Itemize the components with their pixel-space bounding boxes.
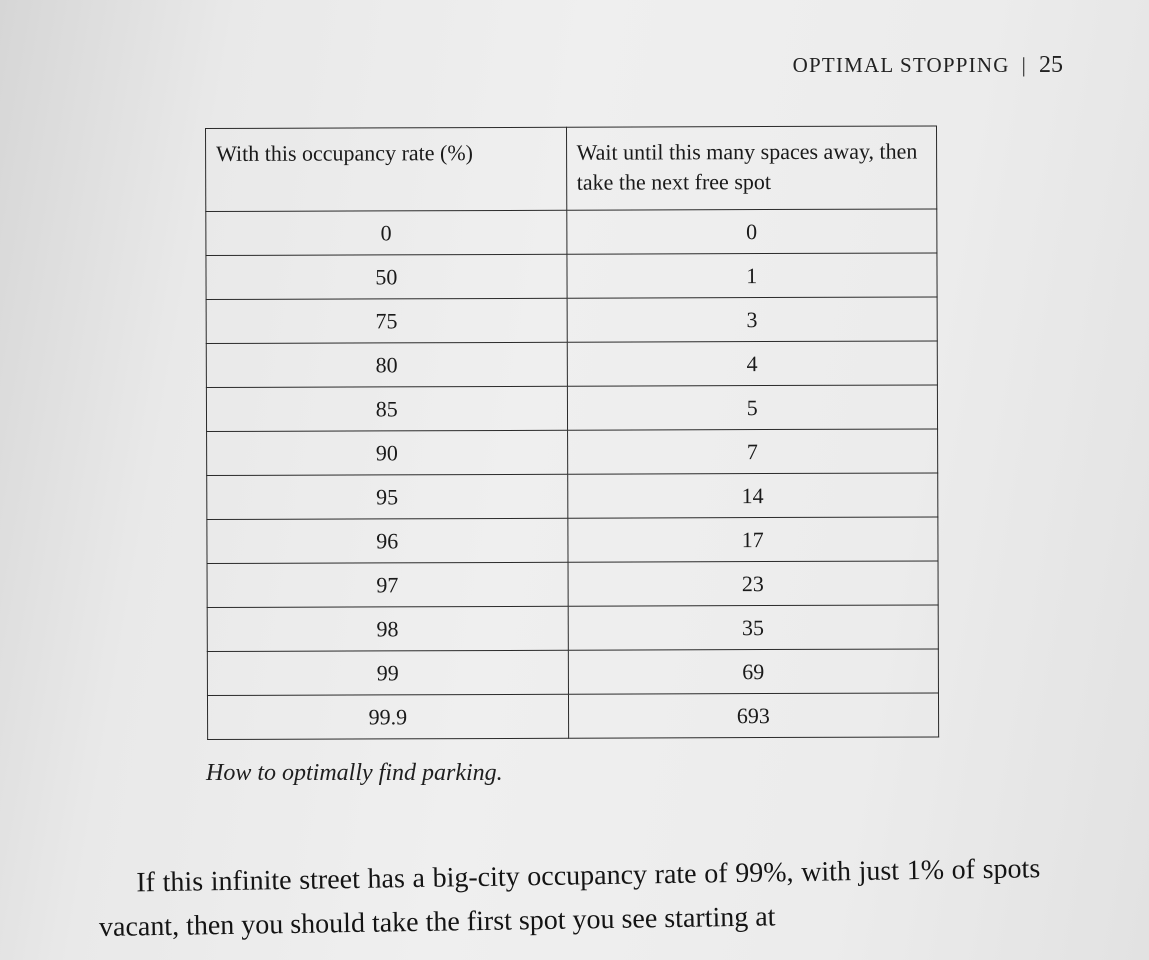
page-number: 25 xyxy=(1039,52,1063,78)
table-row xyxy=(207,649,938,696)
table-row xyxy=(207,429,938,476)
spaces-cell: 0 xyxy=(566,209,937,254)
occupancy-cell: 85 xyxy=(206,386,567,431)
body-text xyxy=(98,847,1041,950)
spaces-cell: 4 xyxy=(567,341,938,386)
occupancy-cell: 90 xyxy=(207,430,568,475)
spaces-cell: 14 xyxy=(567,473,938,518)
running-head xyxy=(793,52,1063,79)
spaces-cell: 35 xyxy=(568,605,939,650)
occupancy-cell: 95 xyxy=(207,474,568,519)
table-row xyxy=(207,605,938,652)
chapter-title: OPTIMAL STOPPING xyxy=(792,53,1010,77)
spaces-cell: 3 xyxy=(567,297,938,342)
table-header-row xyxy=(206,126,937,212)
occupancy-cell: 0 xyxy=(206,210,567,255)
table-row xyxy=(206,341,937,388)
occupancy-cell: 96 xyxy=(207,518,568,563)
spaces-cell: 23 xyxy=(568,561,939,606)
table-caption: How to optimally find parking. xyxy=(206,760,503,786)
occupancy-cell: 75 xyxy=(206,298,567,343)
table-row xyxy=(206,385,937,432)
occupancy-cell: 97 xyxy=(207,562,568,607)
occupancy-cell: 99 xyxy=(207,650,568,695)
column-header-wait-distance: Wait until this many spaces away, then take the next free spot xyxy=(566,126,937,210)
spaces-cell: 1 xyxy=(566,253,937,298)
spaces-cell: 693 xyxy=(568,693,939,738)
table-row xyxy=(206,253,937,300)
table-row xyxy=(207,517,938,564)
table-row xyxy=(207,693,938,740)
table-row xyxy=(207,473,938,520)
occupancy-cell: 50 xyxy=(206,254,567,299)
table-row xyxy=(206,209,937,256)
spaces-cell: 5 xyxy=(567,385,938,430)
header-separator: | xyxy=(1021,53,1027,77)
table-row xyxy=(207,561,938,608)
spaces-cell: 7 xyxy=(567,429,938,474)
parking-table xyxy=(205,125,939,740)
spaces-cell: 17 xyxy=(567,517,938,562)
spaces-cell: 69 xyxy=(568,649,939,694)
table-row xyxy=(206,297,937,344)
column-header-occupancy: With this occupancy rate (%) xyxy=(206,127,567,211)
occupancy-cell: 80 xyxy=(206,342,567,387)
occupancy-cell: 99.9 xyxy=(207,694,568,739)
occupancy-cell: 98 xyxy=(207,606,568,651)
body-paragraph: If this infinite street has a big-city occupancy rate of 99%, with just 1% of spots vacant, then you should take the first spot you see starting at xyxy=(98,853,1041,943)
